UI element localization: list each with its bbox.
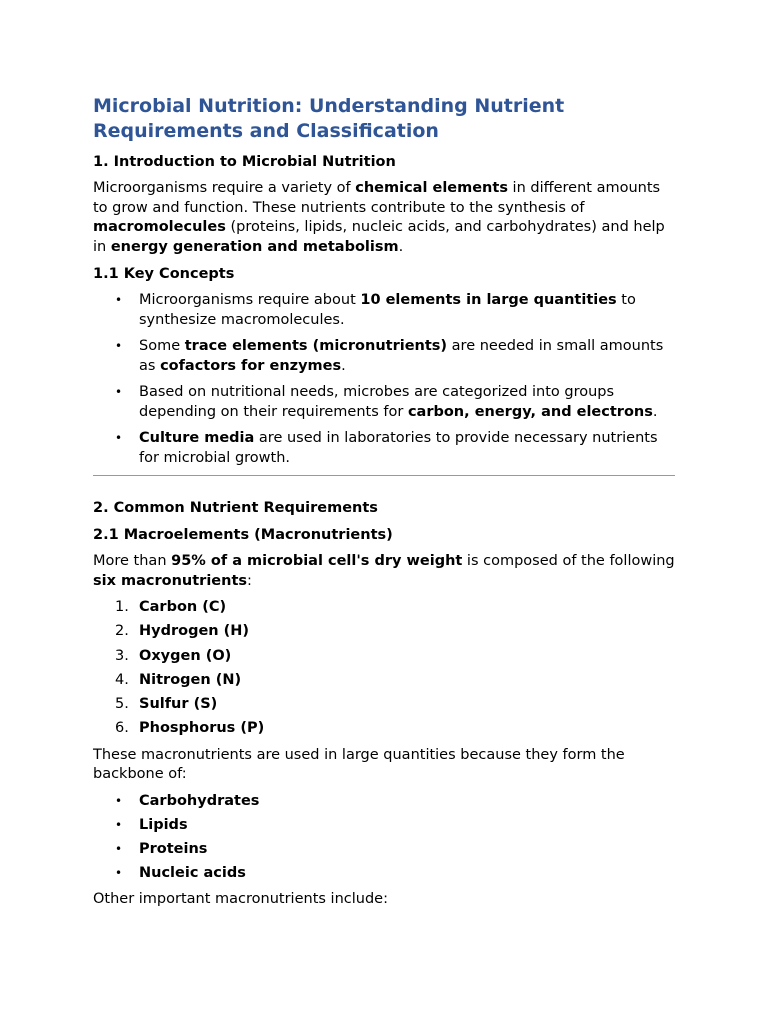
list-item: 2. Hydrogen (H) <box>115 623 250 640</box>
list-item: 6. Phosphorus (P) <box>115 720 265 737</box>
backbone-list <box>93 792 675 884</box>
list-item: • Nucleic acids <box>93 864 675 884</box>
section-2-1-paragraph: More than 95% of a microbial cell's dry weight is composed of the following six macronutrients: <box>93 553 675 589</box>
key-concepts-list <box>93 291 675 468</box>
list-item: • Proteins <box>93 840 675 860</box>
section-2-1-heading: 2.1 Macroelements (Macronutrients) <box>93 527 393 543</box>
list-item: 1. Carbon (C) <box>115 599 227 615</box>
list-item: 4. Nitrogen (N) <box>115 671 242 688</box>
section-divider <box>93 475 675 476</box>
list-item: • Some trace elements (micronutrients) are needed in small amounts as cofactors for enzymes. <box>115 338 664 374</box>
bullet-icon: • <box>115 817 123 832</box>
other-macronutrients-paragraph: Other important macronutrients include: <box>93 891 388 908</box>
section-1-1-heading: 1.1 Key Concepts <box>93 266 235 282</box>
document-title: Microbial Nutrition: Understanding Nutrient Requirements and Classification <box>93 95 565 142</box>
bullet-icon: • <box>115 865 123 880</box>
section-2-heading: 2. Common Nutrient Requirements <box>93 500 378 516</box>
list-item: • Lipids <box>93 816 675 836</box>
macronutrient-list <box>93 598 675 739</box>
list-item: 3. Oxygen (O) <box>115 647 232 664</box>
bullet-icon: • <box>115 793 123 808</box>
document-content <box>93 94 675 917</box>
list-item: 5. Sulfur (S) <box>115 696 218 713</box>
list-item: • Culture media are used in laboratories to provide necessary nutrients for microbial growth. <box>115 430 658 466</box>
bullet-icon: • <box>115 339 123 353</box>
section-1-heading: 1. Introduction to Microbial Nutrition <box>93 154 396 170</box>
list-item: • Based on nutritional needs, microbes are categorized into groups depending on their requirements for carbon, energy, and electrons. <box>115 384 658 420</box>
bullet-icon: • <box>115 431 123 445</box>
bullet-icon: • <box>115 841 123 856</box>
list-item: • Carbohydrates <box>93 792 675 812</box>
backbone-paragraph: These macronutrients are used in large quantities because they form the backbone of: <box>93 746 625 783</box>
bullet-icon: • <box>115 293 123 307</box>
list-item: • Microorganisms require about 10 elements in large quantities to synthesize macromolecules. <box>115 292 636 328</box>
section-1-paragraph: Microorganisms require a variety of chemical elements in different amounts to grow and function. These nutrients contribute to the synthesis of macromolecules (proteins, lipids, nucleic acids, and carbohydrates) and help in energy generation and metabolism. <box>93 180 665 255</box>
bullet-icon: • <box>115 385 123 399</box>
